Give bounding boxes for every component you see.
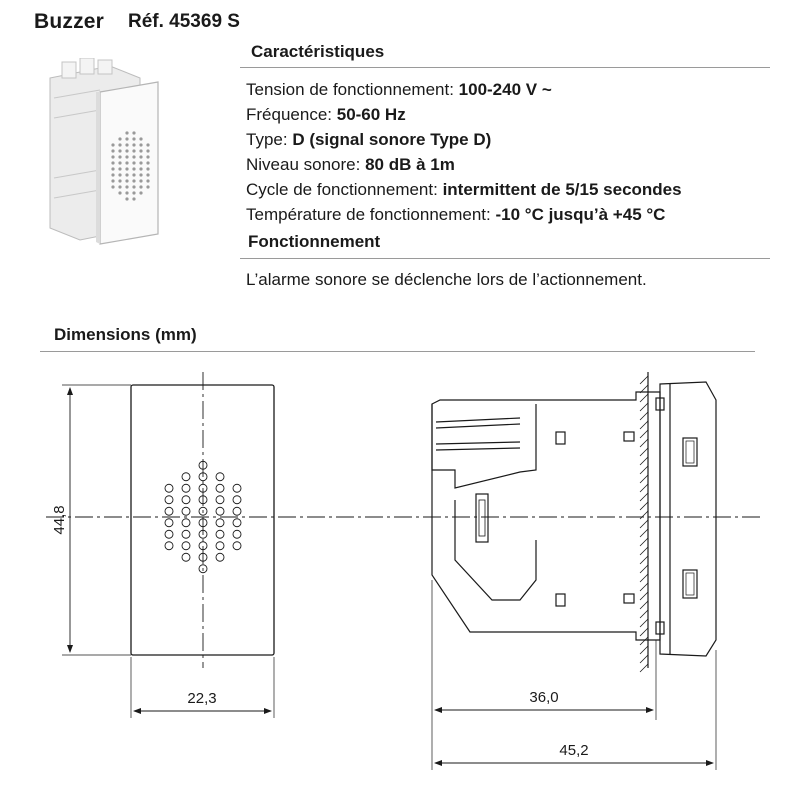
photo-hole	[139, 179, 142, 182]
hatch-line	[640, 619, 648, 627]
speaker-hole	[233, 496, 241, 504]
photo-hole	[118, 173, 121, 176]
hatch-line	[640, 637, 648, 645]
speaker-hole	[165, 542, 173, 550]
photo-hole	[118, 143, 121, 146]
speaker-hole	[182, 473, 190, 481]
speaker-hole	[182, 507, 190, 515]
speaker-hole	[216, 530, 224, 538]
hatch-line	[640, 583, 648, 591]
hatch-line	[640, 466, 648, 474]
photo-hole	[132, 185, 135, 188]
speaker-hole	[165, 507, 173, 515]
photo-hole	[139, 173, 142, 176]
hatch-line	[640, 520, 648, 528]
hatch-line	[640, 439, 648, 447]
operation-divider	[240, 258, 770, 259]
product-reference: Réf. 45369 S	[128, 11, 240, 32]
hatch-line	[640, 421, 648, 429]
photo-hole	[139, 137, 142, 140]
photo-hole	[111, 161, 114, 164]
speaker-hole	[165, 530, 173, 538]
hatch-line	[640, 592, 648, 600]
dim-depth-body-label: 36,0	[529, 689, 559, 706]
speaker-hole	[182, 553, 190, 561]
photo-hole	[132, 167, 135, 170]
speaker-hole	[182, 484, 190, 492]
spec-temperature: Température de fonctionnement: -10 °C jusqu’à +45 °C	[246, 205, 666, 224]
spec-duty-cycle: Cycle de fonctionnement: intermittent de 5/15 secondes	[246, 180, 682, 199]
side-view-drawing	[432, 382, 716, 656]
photo-hole	[111, 149, 114, 152]
dimensions-divider	[40, 351, 755, 352]
speaker-hole	[182, 530, 190, 538]
dimensions-heading: Dimensions (mm)	[54, 325, 197, 344]
photo-hole	[125, 191, 128, 194]
photo-hole	[125, 155, 128, 158]
speaker-hole	[182, 542, 190, 550]
photo-hole	[125, 185, 128, 188]
photo-hole	[146, 185, 149, 188]
characteristics-list	[246, 77, 682, 227]
photo-hole	[132, 149, 135, 152]
photo-hole	[111, 179, 114, 182]
hatch-line	[640, 610, 648, 618]
speaker-hole	[216, 473, 224, 481]
speaker-hole	[182, 519, 190, 527]
hatch-line	[640, 646, 648, 654]
photo-hole	[132, 155, 135, 158]
photo-hole	[146, 179, 149, 182]
photo-hole	[118, 167, 121, 170]
photo-hole	[111, 173, 114, 176]
speaker-hole	[182, 496, 190, 504]
speaker-hole	[216, 542, 224, 550]
speaker-hole	[233, 484, 241, 492]
hatch-line	[640, 412, 648, 420]
photo-hole	[111, 143, 114, 146]
spec-sound-level: Niveau sonore: 80 dB à 1m	[246, 155, 455, 174]
photo-hole	[139, 167, 142, 170]
photo-hole	[139, 143, 142, 146]
photo-hole	[111, 185, 114, 188]
speaker-hole	[216, 496, 224, 504]
hatch-line	[640, 601, 648, 609]
speaker-hole	[216, 484, 224, 492]
photo-hole	[125, 131, 128, 134]
photo-hole	[118, 137, 121, 140]
hatch-line	[640, 475, 648, 483]
speaker-hole	[165, 484, 173, 492]
hatch-line	[640, 376, 648, 384]
photo-hole	[146, 143, 149, 146]
product-photo-icon	[40, 58, 165, 248]
photo-hole	[125, 143, 128, 146]
photo-hole	[125, 167, 128, 170]
photo-hole	[132, 161, 135, 164]
photo-hole	[146, 161, 149, 164]
photo-hole	[125, 179, 128, 182]
photo-hole	[111, 167, 114, 170]
photo-hole	[125, 149, 128, 152]
hatch-line	[640, 448, 648, 456]
operation-heading: Fonctionnement	[248, 232, 381, 251]
speaker-hole	[233, 542, 241, 550]
hatch-line	[640, 628, 648, 636]
photo-hole	[132, 197, 135, 200]
photo-hole	[132, 131, 135, 134]
photo-hole	[132, 137, 135, 140]
product-name: Buzzer	[34, 10, 105, 33]
hatch-line	[640, 403, 648, 411]
dimension-drawing	[0, 360, 800, 800]
hatch-line	[640, 574, 648, 582]
hatch-line	[640, 547, 648, 555]
operation-text: L’alarme sonore se déclenche lors de l’actionnement.	[246, 270, 647, 289]
photo-hole	[118, 155, 121, 158]
hatch-line	[640, 529, 648, 537]
front-view-drawing	[131, 372, 274, 668]
photo-hole	[146, 167, 149, 170]
speaker-hole	[233, 507, 241, 515]
photo-hole	[118, 149, 121, 152]
spec-type: Type: D (signal sonore Type D)	[246, 130, 492, 149]
speaker-hole	[165, 519, 173, 527]
characteristics-divider	[240, 67, 770, 68]
hatch-line	[640, 493, 648, 501]
photo-hole	[132, 179, 135, 182]
photo-hole	[139, 155, 142, 158]
dim-width-label: 22,3	[187, 690, 217, 707]
photo-hole	[118, 191, 121, 194]
characteristics-heading: Caractéristiques	[251, 42, 385, 61]
photo-hole	[132, 143, 135, 146]
hatch-line	[640, 655, 648, 663]
photo-hole	[139, 191, 142, 194]
spec-voltage: Tension de fonctionnement: 100-240 V ~	[246, 80, 552, 99]
photo-hole	[146, 149, 149, 152]
speaker-hole	[165, 496, 173, 504]
photo-hole	[125, 161, 128, 164]
hatch-line	[640, 484, 648, 492]
speaker-hole	[233, 530, 241, 538]
photo-hole	[125, 197, 128, 200]
hatch-line	[640, 556, 648, 564]
photo-hole	[111, 155, 114, 158]
photo-hole	[118, 179, 121, 182]
hatch-line	[640, 502, 648, 510]
dim-depth-total-label: 45,2	[559, 742, 589, 759]
speaker-hole	[216, 519, 224, 527]
photo-hole	[118, 185, 121, 188]
hatch-line	[640, 565, 648, 573]
photo-hole	[132, 173, 135, 176]
speaker-hole	[233, 519, 241, 527]
hatch-line	[640, 457, 648, 465]
hatch-line	[640, 538, 648, 546]
photo-hole	[125, 173, 128, 176]
photo-hole	[125, 137, 128, 140]
speaker-hole	[216, 507, 224, 515]
photo-hole	[139, 149, 142, 152]
speaker-hole	[216, 553, 224, 561]
photo-hole	[118, 161, 121, 164]
photo-hole	[132, 191, 135, 194]
dim-height-label: 44,8	[51, 505, 68, 535]
photo-hole	[139, 161, 142, 164]
photo-hole	[146, 155, 149, 158]
photo-hole	[146, 173, 149, 176]
spec-frequency: Fréquence: 50-60 Hz	[246, 105, 406, 124]
hatch-line	[640, 511, 648, 519]
hatch-line	[640, 394, 648, 402]
photo-hole	[139, 185, 142, 188]
hatch-line	[640, 430, 648, 438]
hatch-line	[640, 664, 648, 672]
